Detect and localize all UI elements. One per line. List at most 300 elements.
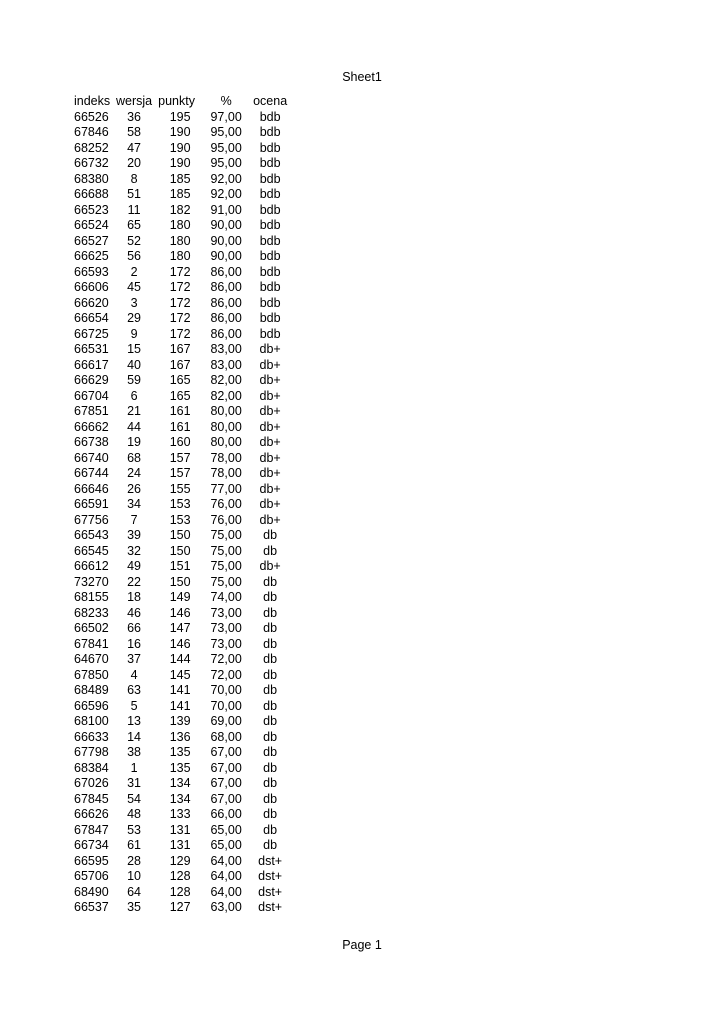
cell-punkty: 182: [169, 202, 191, 217]
cell-indeks: 66524: [74, 218, 109, 232]
table-row: [72, 823, 296, 839]
cell-ocena: db: [263, 667, 278, 682]
cell-indeks: 66740: [74, 450, 109, 465]
cell-punkty: 185: [169, 171, 191, 186]
cell-percent: 74,00: [210, 590, 242, 604]
cell-ocena: db: [263, 636, 278, 651]
table-row: [72, 156, 296, 172]
cell-punkty: 190: [169, 125, 191, 139]
cell-percent: 73,00: [210, 605, 242, 620]
cell-indeks: 73270: [74, 574, 109, 589]
cell-ocena: bdb: [259, 140, 281, 155]
cell-percent: 95,00: [210, 140, 242, 155]
cell-ocena: db: [263, 574, 278, 589]
cell-wersja: 5: [130, 698, 138, 713]
cell-percent: 92,00: [210, 171, 242, 186]
cell-wersja: 24: [127, 466, 142, 480]
table-row: [72, 621, 296, 637]
cell-punkty: 190: [169, 156, 191, 170]
cell-punkty: 127: [169, 900, 191, 914]
cell-ocena: bdb: [259, 280, 281, 294]
cell-wersja: 38: [127, 745, 142, 759]
cell-indeks: 64670: [74, 652, 109, 666]
cell-indeks: 67850: [74, 667, 109, 682]
table-row: [72, 513, 296, 529]
table-row: [72, 637, 296, 653]
cell-punkty: 161: [169, 419, 191, 434]
cell-punkty: 134: [169, 791, 191, 806]
cell-percent: 83,00: [210, 357, 242, 372]
cell-ocena: dst+: [258, 900, 283, 914]
cell-wersja: 16: [127, 636, 142, 651]
cell-wersja: 53: [127, 822, 142, 837]
cell-wersja: 1: [130, 760, 138, 775]
cell-indeks: 67845: [74, 791, 109, 806]
column-header-percent: %: [220, 94, 232, 108]
cell-ocena: db+: [259, 388, 281, 403]
cell-percent: 67,00: [210, 760, 242, 775]
cell-percent: 86,00: [210, 311, 242, 325]
cell-indeks: 66596: [74, 698, 109, 713]
cell-wersja: 31: [127, 776, 142, 790]
cell-percent: 95,00: [210, 125, 242, 139]
cell-wersja: 21: [127, 404, 142, 418]
cell-indeks: 66654: [74, 311, 109, 325]
cell-punkty: 151: [169, 559, 191, 573]
cell-wersja: 37: [127, 652, 142, 666]
cell-wersja: 52: [127, 233, 142, 248]
cell-indeks: 66595: [74, 853, 109, 868]
cell-percent: 67,00: [210, 791, 242, 806]
cell-percent: 67,00: [210, 776, 242, 790]
cell-percent: 67,00: [210, 745, 242, 759]
cell-ocena: db: [263, 683, 278, 697]
cell-punkty: 131: [169, 822, 191, 837]
cell-percent: 73,00: [210, 621, 242, 635]
cell-indeks: 66502: [74, 621, 109, 635]
cell-percent: 90,00: [210, 218, 242, 232]
table-row: [72, 544, 296, 560]
cell-punkty: 135: [169, 760, 191, 775]
cell-indeks: 66523: [74, 202, 109, 217]
cell-wersja: 13: [127, 714, 142, 728]
cell-percent: 95,00: [210, 156, 242, 170]
table-row: [72, 404, 296, 420]
results-table: [72, 94, 296, 916]
cell-punkty: 172: [169, 264, 191, 279]
table-row: [72, 451, 296, 467]
cell-percent: 97,00: [210, 109, 242, 124]
table-row: [72, 854, 296, 870]
cell-indeks: 66591: [74, 497, 109, 511]
cell-percent: 86,00: [210, 264, 242, 279]
cell-ocena: bdb: [259, 326, 281, 341]
cell-percent: 86,00: [210, 280, 242, 294]
table-row: [72, 497, 296, 513]
table-row: [72, 125, 296, 141]
cell-punkty: 180: [169, 249, 191, 263]
cell-punkty: 131: [169, 838, 191, 852]
cell-ocena: db: [263, 543, 278, 558]
table-row: [72, 203, 296, 219]
cell-ocena: bdb: [259, 233, 281, 248]
table-row: [72, 575, 296, 591]
cell-punkty: 146: [169, 605, 191, 620]
column-header-punkty: punkty: [158, 94, 195, 108]
cell-percent: 92,00: [210, 187, 242, 201]
cell-percent: 69,00: [210, 714, 242, 728]
cell-indeks: 67846: [74, 125, 109, 139]
cell-percent: 82,00: [210, 388, 242, 403]
cell-wersja: 40: [127, 357, 142, 372]
cell-punkty: 165: [169, 373, 191, 387]
cell-wersja: 63: [127, 683, 142, 697]
cell-percent: 75,00: [210, 543, 242, 558]
cell-punkty: 161: [169, 404, 191, 418]
cell-percent: 75,00: [210, 528, 242, 542]
cell-indeks: 66620: [74, 295, 109, 310]
table-row: [72, 172, 296, 188]
cell-percent: 82,00: [210, 373, 242, 387]
cell-percent: 64,00: [210, 884, 242, 899]
cell-punkty: 141: [169, 683, 191, 697]
cell-ocena: db+: [259, 342, 281, 356]
cell-ocena: db+: [259, 373, 281, 387]
table-row: [72, 559, 296, 575]
table-row: [72, 327, 296, 343]
table-row: [72, 900, 296, 916]
table-row: [72, 699, 296, 715]
cell-ocena: bdb: [259, 218, 281, 232]
table-row: [72, 311, 296, 327]
cell-wersja: 34: [127, 497, 142, 511]
cell-wersja: 2: [130, 264, 138, 279]
cell-ocena: db+: [259, 497, 281, 511]
cell-wersja: 45: [127, 280, 142, 294]
cell-percent: 65,00: [210, 838, 242, 852]
cell-wersja: 10: [127, 869, 142, 883]
cell-wersja: 3: [130, 295, 138, 310]
cell-ocena: db: [263, 528, 278, 542]
cell-punkty: 150: [169, 543, 191, 558]
cell-ocena: bdb: [259, 249, 281, 263]
cell-ocena: db+: [259, 450, 281, 465]
cell-ocena: db+: [259, 419, 281, 434]
cell-indeks: 67798: [74, 745, 109, 759]
cell-indeks: 66543: [74, 528, 109, 542]
cell-wersja: 22: [127, 574, 142, 589]
cell-percent: 76,00: [210, 497, 242, 511]
cell-wersja: 4: [130, 667, 138, 682]
cell-ocena: bdb: [259, 156, 281, 170]
cell-indeks: 66725: [74, 326, 109, 341]
cell-indeks: 66629: [74, 373, 109, 387]
table-row: [72, 730, 296, 746]
table-row: [72, 389, 296, 405]
cell-punkty: 128: [169, 869, 191, 883]
table-row: [72, 358, 296, 374]
cell-percent: 68,00: [210, 729, 242, 744]
cell-percent: 90,00: [210, 249, 242, 263]
cell-indeks: 68380: [74, 171, 109, 186]
cell-punkty: 172: [169, 295, 191, 310]
cell-punkty: 135: [169, 745, 191, 759]
cell-ocena: db: [263, 698, 278, 713]
cell-punkty: 190: [169, 140, 191, 155]
column-header-ocena: ocena: [253, 94, 288, 108]
cell-punkty: 185: [169, 187, 191, 201]
table-row: [72, 466, 296, 482]
cell-percent: 66,00: [210, 807, 242, 821]
cell-punkty: 180: [169, 218, 191, 232]
cell-ocena: bdb: [259, 125, 281, 139]
cell-wersja: 15: [127, 342, 142, 356]
cell-wersja: 49: [127, 559, 142, 573]
cell-ocena: db+: [259, 435, 281, 449]
cell-indeks: 66738: [74, 435, 109, 449]
cell-indeks: 66625: [74, 249, 109, 263]
cell-indeks: 66537: [74, 900, 109, 914]
cell-wersja: 56: [127, 249, 142, 263]
cell-punkty: 150: [169, 574, 191, 589]
cell-indeks: 67851: [74, 404, 109, 418]
cell-punkty: 145: [169, 667, 191, 682]
cell-ocena: db+: [259, 481, 281, 496]
cell-indeks: 68252: [74, 140, 109, 155]
cell-percent: 63,00: [210, 900, 242, 914]
cell-percent: 64,00: [210, 853, 242, 868]
cell-wersja: 51: [127, 187, 142, 201]
table-row: [72, 652, 296, 668]
cell-wersja: 20: [127, 156, 142, 170]
cell-punkty: 180: [169, 233, 191, 248]
cell-ocena: db: [263, 838, 278, 852]
cell-indeks: 68155: [74, 590, 109, 604]
cell-wersja: 59: [127, 373, 142, 387]
cell-wersja: 36: [127, 109, 142, 124]
cell-percent: 83,00: [210, 342, 242, 356]
table-row: [72, 807, 296, 823]
table-row: [72, 482, 296, 498]
cell-punkty: 139: [169, 714, 191, 728]
cell-wersja: 14: [127, 729, 142, 744]
cell-wersja: 8: [130, 171, 138, 186]
cell-ocena: db+: [259, 466, 281, 480]
table-row: [72, 869, 296, 885]
table-row: [72, 776, 296, 792]
cell-indeks: 66633: [74, 729, 109, 744]
cell-ocena: db+: [259, 512, 281, 527]
table-body: [72, 110, 296, 916]
table-row: [72, 373, 296, 389]
cell-percent: 65,00: [210, 822, 242, 837]
cell-wersja: 48: [127, 807, 142, 821]
cell-indeks: 67847: [74, 822, 109, 837]
cell-ocena: db: [263, 791, 278, 806]
cell-wersja: 26: [127, 481, 142, 496]
cell-ocena: db+: [259, 404, 281, 418]
cell-wersja: 11: [127, 202, 141, 217]
cell-ocena: bdb: [259, 295, 281, 310]
cell-ocena: db: [263, 822, 278, 837]
cell-indeks: 66545: [74, 543, 109, 558]
cell-wersja: 29: [127, 311, 142, 325]
cell-punkty: 157: [169, 466, 191, 480]
cell-punkty: 155: [169, 481, 191, 496]
table-row: [72, 761, 296, 777]
cell-percent: 70,00: [210, 698, 242, 713]
cell-indeks: 66704: [74, 388, 109, 403]
table-row: [72, 234, 296, 250]
cell-indeks: 66744: [74, 466, 109, 480]
cell-indeks: 66617: [74, 357, 109, 372]
cell-indeks: 66626: [74, 807, 109, 821]
cell-wersja: 9: [130, 326, 138, 341]
cell-indeks: 66606: [74, 280, 109, 294]
table-row: [72, 218, 296, 234]
cell-ocena: bdb: [259, 311, 281, 325]
cell-wersja: 7: [130, 512, 138, 527]
cell-wersja: 66: [127, 621, 142, 635]
table-row: [72, 528, 296, 544]
cell-ocena: db: [263, 760, 278, 775]
table-row: [72, 420, 296, 436]
cell-indeks: 68233: [74, 605, 109, 620]
cell-percent: 90,00: [210, 233, 242, 248]
cell-punkty: 136: [169, 729, 191, 744]
cell-indeks: 66593: [74, 264, 109, 279]
cell-percent: 76,00: [210, 512, 242, 527]
table-row: [72, 838, 296, 854]
cell-punkty: 160: [169, 435, 191, 449]
cell-indeks: 66734: [74, 838, 109, 852]
cell-indeks: 68384: [74, 760, 109, 775]
cell-percent: 77,00: [210, 481, 242, 496]
table-row: [72, 590, 296, 606]
cell-ocena: dst+: [258, 884, 283, 899]
cell-indeks: 66531: [74, 342, 109, 356]
cell-ocena: db: [263, 714, 278, 728]
cell-ocena: db: [263, 621, 278, 635]
cell-percent: 86,00: [210, 326, 242, 341]
table-row: [72, 342, 296, 358]
cell-punkty: 149: [169, 590, 191, 604]
cell-percent: 80,00: [210, 435, 242, 449]
cell-punkty: 129: [169, 853, 191, 868]
cell-percent: 80,00: [210, 404, 242, 418]
cell-ocena: bdb: [259, 264, 281, 279]
cell-punkty: 153: [169, 512, 191, 527]
cell-ocena: bdb: [259, 109, 281, 124]
column-header-wersja: wersja: [116, 94, 153, 108]
cell-wersja: 68: [127, 450, 142, 465]
cell-indeks: 67756: [74, 512, 109, 527]
cell-punkty: 195: [169, 109, 191, 124]
table-row: [72, 249, 296, 265]
cell-ocena: db: [263, 652, 278, 666]
cell-wersja: 39: [127, 528, 142, 542]
table-row: [72, 668, 296, 684]
table-row: [72, 792, 296, 808]
cell-indeks: 66688: [74, 187, 109, 201]
table-row: [72, 435, 296, 451]
table-row: [72, 141, 296, 157]
header-row: [72, 94, 296, 110]
cell-percent: 78,00: [210, 450, 242, 465]
cell-indeks: 66662: [74, 419, 109, 434]
cell-indeks: 66612: [74, 559, 109, 573]
table-row: [72, 606, 296, 622]
cell-punkty: 172: [169, 311, 191, 325]
cell-punkty: 133: [169, 807, 191, 821]
cell-wersja: 32: [127, 543, 142, 558]
cell-indeks: 66646: [74, 481, 109, 496]
cell-wersja: 6: [130, 388, 138, 403]
cell-ocena: dst+: [258, 853, 283, 868]
cell-wersja: 18: [127, 590, 142, 604]
table-row: [72, 296, 296, 312]
cell-percent: 72,00: [210, 652, 242, 666]
cell-punkty: 167: [169, 342, 191, 356]
table-row: [72, 745, 296, 761]
cell-ocena: db: [263, 745, 278, 759]
cell-ocena: db+: [259, 357, 281, 372]
cell-wersja: 54: [127, 791, 142, 806]
cell-ocena: db+: [259, 559, 281, 573]
cell-wersja: 61: [127, 838, 142, 852]
cell-indeks: 68100: [74, 714, 109, 728]
cell-wersja: 35: [127, 900, 142, 914]
cell-percent: 72,00: [210, 667, 242, 682]
cell-percent: 80,00: [210, 419, 242, 434]
cell-wersja: 46: [127, 605, 142, 620]
cell-percent: 64,00: [210, 869, 242, 883]
table-row: [72, 714, 296, 730]
cell-ocena: db: [263, 807, 278, 821]
cell-punkty: 153: [169, 497, 191, 511]
cell-punkty: 172: [169, 326, 191, 341]
cell-percent: 70,00: [210, 683, 242, 697]
cell-wersja: 44: [127, 419, 142, 434]
column-header-indeks: indeks: [74, 94, 111, 108]
cell-punkty: 167: [169, 357, 191, 372]
cell-wersja: 58: [127, 125, 142, 139]
cell-percent: 78,00: [210, 466, 242, 480]
cell-punkty: 146: [169, 636, 191, 651]
cell-indeks: 67026: [74, 776, 109, 790]
cell-punkty: 172: [169, 280, 191, 294]
cell-ocena: bdb: [259, 202, 281, 217]
cell-punkty: 144: [169, 652, 191, 666]
cell-indeks: 66526: [74, 109, 109, 124]
cell-percent: 86,00: [210, 295, 242, 310]
cell-punkty: 128: [169, 884, 191, 899]
cell-wersja: 47: [127, 140, 142, 155]
table-row: [72, 885, 296, 901]
cell-ocena: db: [263, 590, 278, 604]
sheet-title: Sheet1: [342, 70, 382, 84]
cell-punkty: 157: [169, 450, 191, 465]
cell-indeks: 65706: [74, 869, 109, 883]
cell-indeks: 68489: [74, 683, 109, 697]
cell-ocena: db: [263, 776, 278, 790]
cell-wersja: 64: [127, 884, 142, 899]
cell-wersja: 28: [127, 853, 142, 868]
cell-punkty: 134: [169, 776, 191, 790]
cell-punkty: 147: [169, 621, 191, 635]
page-footer: Page 1: [342, 938, 382, 952]
cell-wersja: 19: [127, 435, 142, 449]
